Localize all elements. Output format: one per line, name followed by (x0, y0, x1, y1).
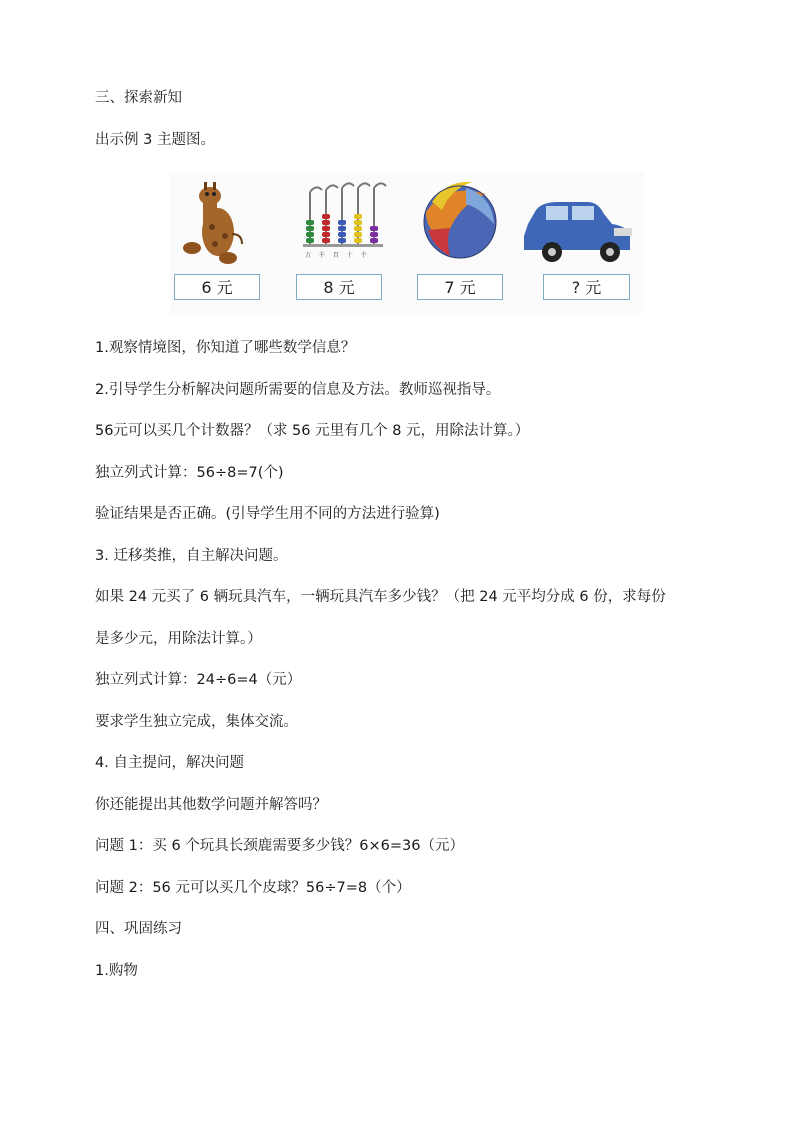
step-3-heading: 3. 迁移类推，自主解决问题。 (95, 548, 288, 564)
shopping-item-text: 1.购物 (95, 963, 138, 979)
price-box-ball: 7 元 (417, 274, 503, 300)
verify-text: 验证结果是否正确。(引导学生用不同的方法进行验算) (95, 506, 440, 522)
prompt-question-text: 你还能提出其他数学问题并解答吗？ (95, 797, 327, 813)
problem-2-text: 问题 2：56 元可以买几个皮球？56÷7=8（个） (95, 880, 411, 896)
step-2-text: 2.引导学生分析解决问题所需要的信息及方法。教师巡视指导。 (95, 382, 501, 398)
price-box-giraffe: 6 元 (174, 274, 260, 300)
intro-text: 出示例 3 主题图。 (95, 132, 215, 148)
calc-24-div-6-text: 独立列式计算：24÷6=4（元） (95, 672, 302, 688)
price-box-abacus: 8 元 (296, 274, 382, 300)
section-heading: 三、探索新知 (95, 90, 182, 106)
independent-work-text: 要求学生独立完成，集体交流。 (95, 714, 298, 730)
calc-56-div-8-text: 独立列式计算：56÷8=7(个) (95, 465, 284, 481)
abacus-place-labels: 万 千 百 十 个 (305, 252, 370, 259)
price-box-car: ? 元 (543, 274, 630, 300)
theme-figure (170, 172, 644, 314)
question-counter-text: 56元可以买几个计数器？（求 56 元里有几个 8 元，用除法计算。） (95, 423, 530, 439)
car-question-text-cont: 是多少元，用除法计算。） (95, 631, 262, 647)
step-4-heading: 4. 自主提问，解决问题 (95, 755, 244, 771)
car-question-text: 如果 24 元买了 6 辆玩具汽车，一辆玩具汽车多少钱？（把 24 元平均分成 6 份，求每份 (95, 589, 666, 605)
problem-1-text: 问题 1：买 6 个玩具长颈鹿需要多少钱？6×6=36（元） (95, 838, 464, 854)
step-1-text: 1.观察情境图，你知道了哪些数学信息？ (95, 340, 356, 356)
section-heading-4: 四、巩固练习 (95, 921, 182, 937)
